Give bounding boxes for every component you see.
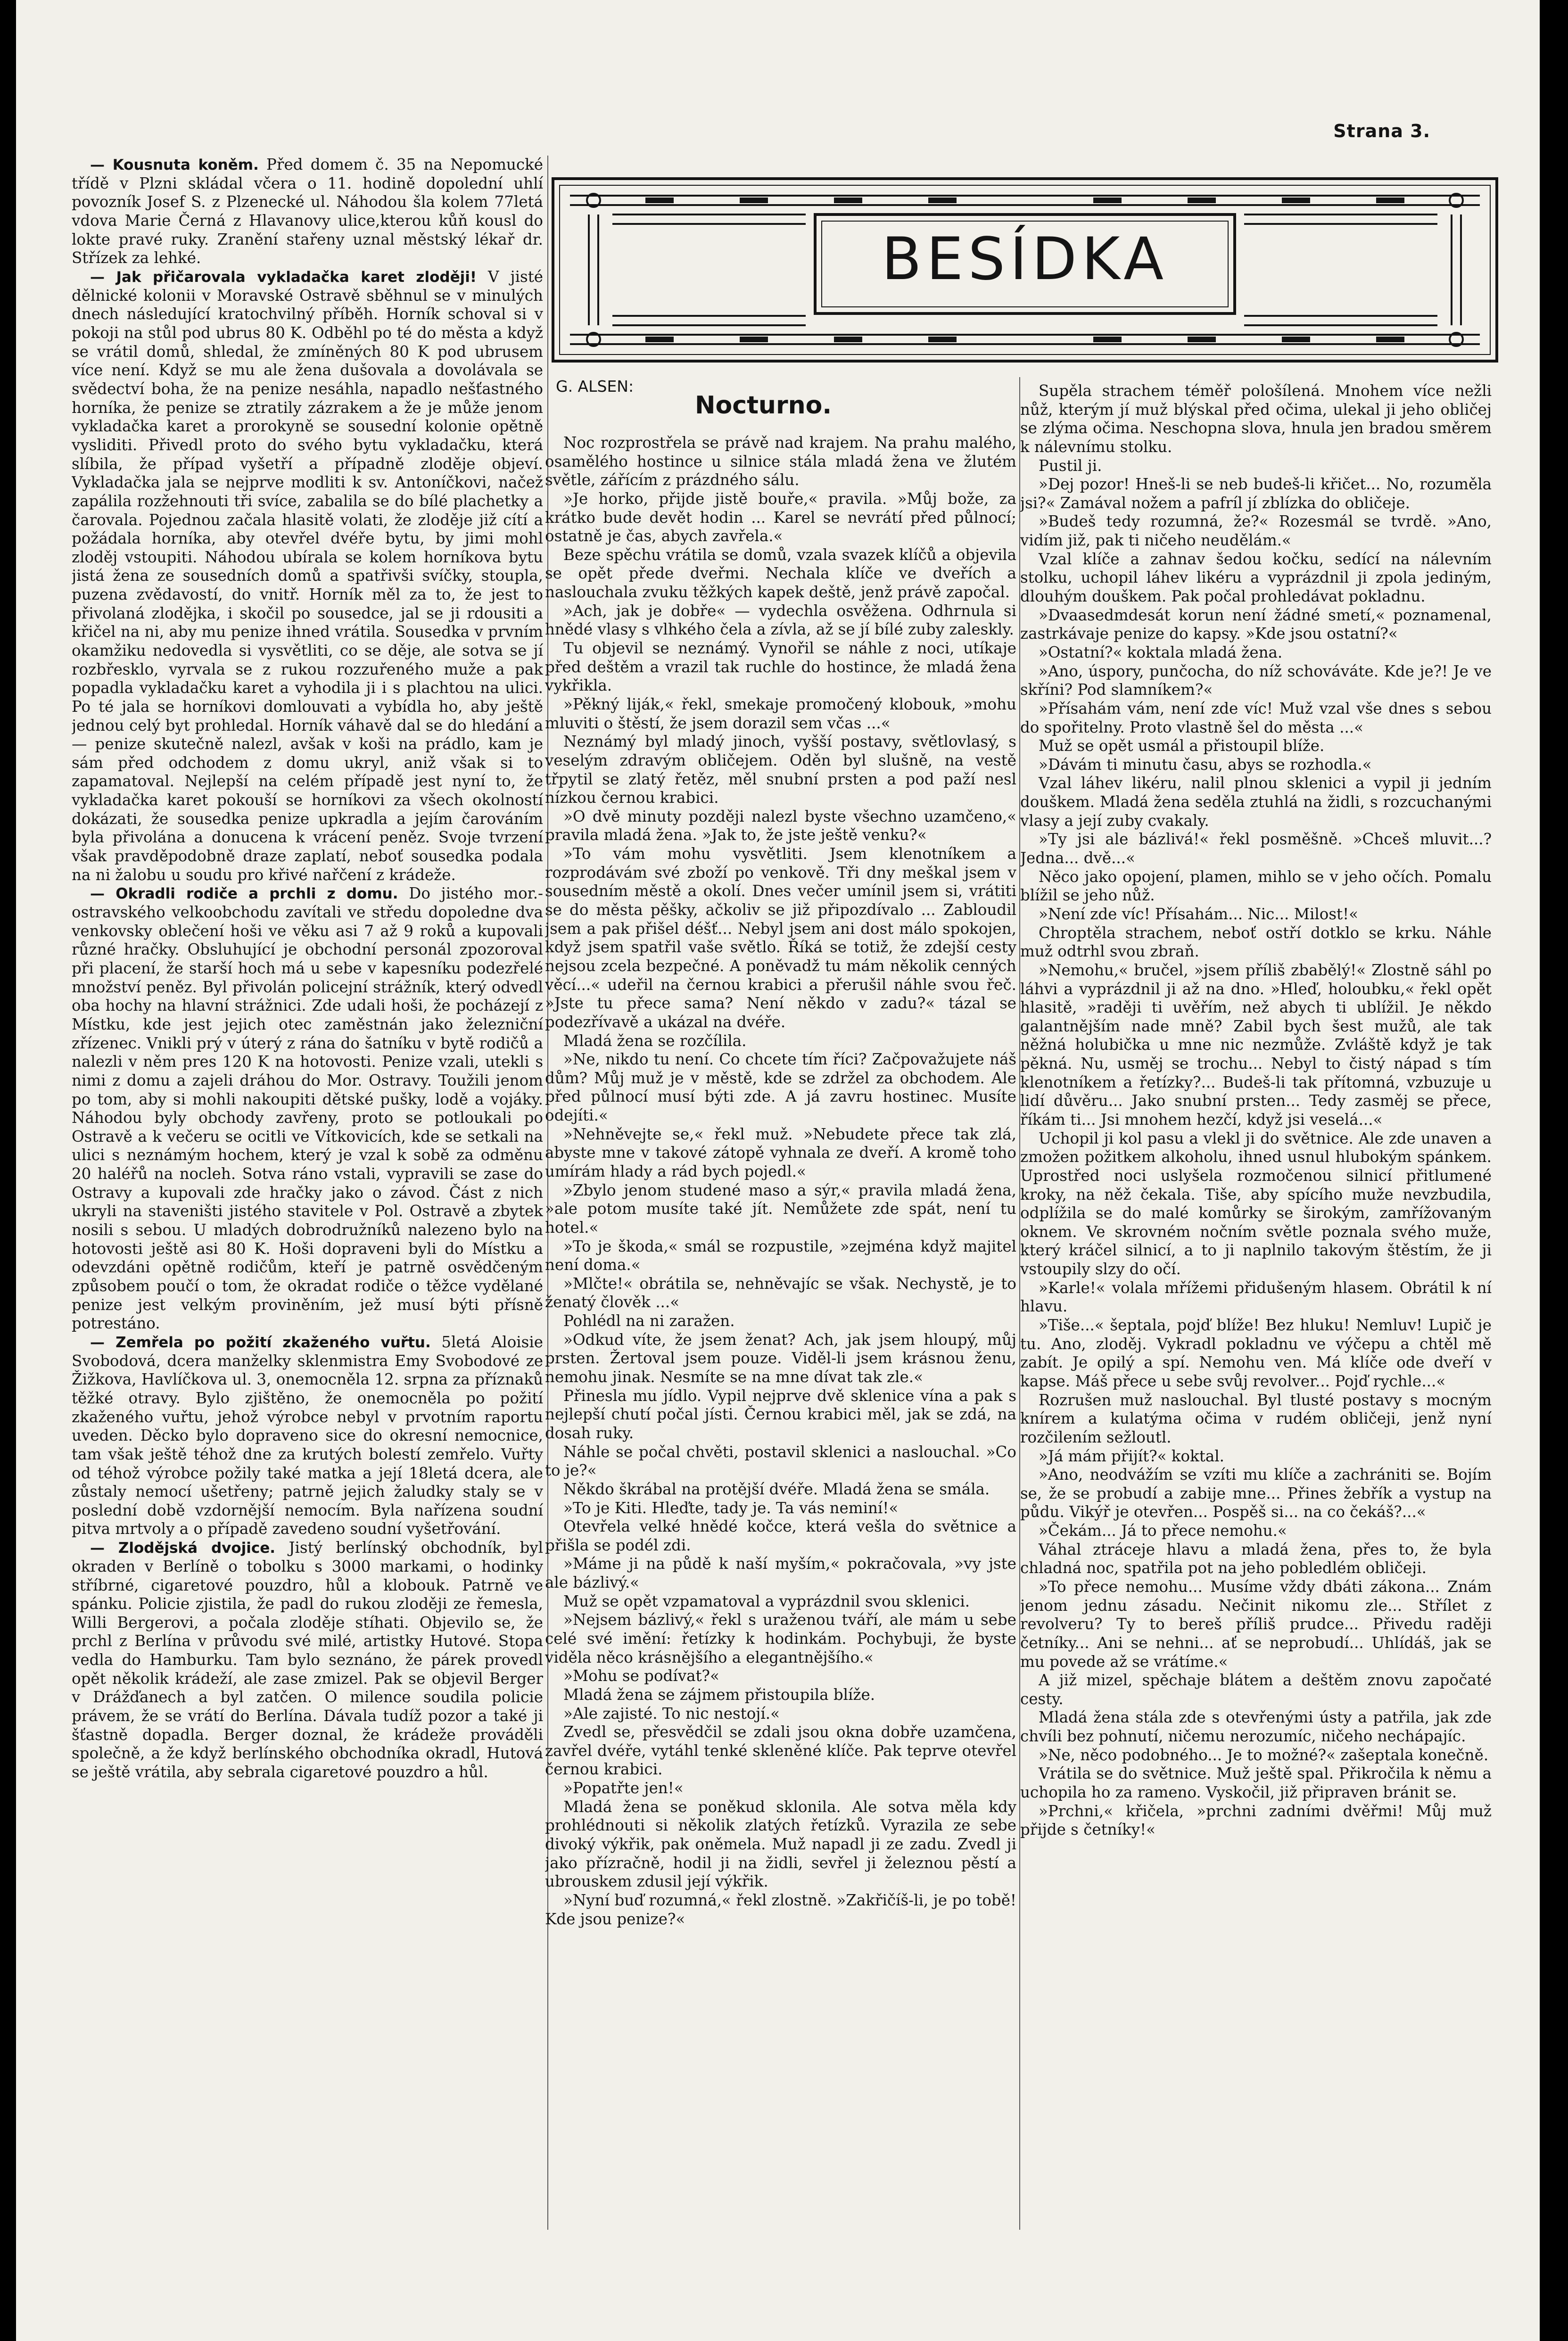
story-paragraph: Vzal klíče a zahnav šedou kočku, sedící na nálevním stolku, uchopil láhev likéru a vyprázdnil ji zpola jediným, dlouhým douškem. Pak počal prohledávat pokladnu. xyxy=(1020,550,1492,606)
story-paragraph: »Dávám ti minutu času, abys se rozhodla.« xyxy=(1039,755,1372,774)
news-headline: — Zemřela po požití zkaženého vuřtu. xyxy=(90,1334,431,1351)
story-paragraph: »Ostatní?« koktala mladá žena. xyxy=(1039,643,1283,661)
story-author: G. ALSEN: xyxy=(556,377,634,396)
story-paragraph: Vrátila se do světnice. Muž ještě spal. Přikročila k němu a uchopila ho za rameno. Vyskočil, již připraven bránit se. xyxy=(1020,1764,1492,1802)
news-text: Do jistého mor.-ostravského velkoobchodu zavítali ve středu dopoledne dva venkovsky oblečení hoši ve věku asi 7 až 9 roků a kupovali různé hračky. Obsluhující je obchodní personál zpozoroval při placení, že starší hoch má u sebe v kapesníku podezřelé množství peněz. Byl přivolán policejní strážník, který odvedl oba hochy na hlavní strážnici. Zde udali hoši, že pocházejí z Místku, kde jest jejich otec zaměstnán jako železniční zřízenec. Vnikli prý v úterý z rána do šatníku v bytě rodičů a nalezli v něm pres 120 K na hotovosti. Penize vzali, utekli s nimi z domu a zajeli dráhou do Mor. Ostravy. Toužili jenom po tom, aby si mohli nakoupiti dětské pušky, lodě a vojáky. Náhodou byly obchody zavřeny, proto se potloukali po Ostravě a k večeru se ocitli ve Vítkovicích, kde se setkali na ulici s neznámým hochem, který je vzal k sobě za odměnu 20 haléřů na nocleh. Sotva ráno vstali, vypravili se zase do Ostravy a kupovali zde hračky jako o závod. Část z nich ukryli na staveništi jistého stavitele v Pol. Ostravě a zbytek nosili s sebou. U mladých dobrodružníků nalezeno bylo na hotovosti ještě asi 80 K. Hoši dopraveni byli do Místku a odevzdáni opětně rodičům, kteří je patrně osvědčeným způsobem poučí o tom, že okradat rodiče o těžce vydělané penize jest velkým proviněním, jež musí býti přísně potrestáno. xyxy=(72,884,543,1333)
story-paragraph: »Mohu se podívat?« xyxy=(563,1667,719,1685)
news-item xyxy=(72,156,543,268)
story-paragraph: Mladá žena se zájmem přistoupila blíže. xyxy=(563,1685,875,1704)
story-column-continued xyxy=(1020,382,1492,2230)
story-paragraph: »Ano, úspory, punčocha, do níž schováváte. Kde je?! Je ve skříni? Pod slamníkem?« xyxy=(1020,662,1492,699)
story-paragraph: »Nejsem bázlivý,« řekl s uraženou tváří, ale mám u sebe celé své imění: řetízky k hodinkám. Pochybuji, že byste viděla něco krásnějšího a elegantnějšího.« xyxy=(545,1611,1016,1666)
news-item xyxy=(72,1539,543,1782)
news-headline: — Kousnuta koněm. xyxy=(90,157,259,173)
story-paragraph: »Dej pozor! Hneš-li se neb budeš-li křičet... No, rozuměla jsi?« Zamával nožem a pafríl jí zblízka do obličeje. xyxy=(1020,475,1492,512)
story-paragraph: »Ale zajisté. To nic nestojí.« xyxy=(563,1704,780,1723)
story-paragraph: A již mizel, spěchaje blátem a deštěm znovu započaté cesty. xyxy=(1020,1671,1492,1708)
story-paragraph: »Nyní buď rozumná,« řekl zlostně. »Zakřičíš-li, je po tobě! Kde jsou penize?« xyxy=(545,1891,1016,1928)
section-title: BESÍDKA xyxy=(881,225,1169,293)
story-paragraph: Muž se opět usmál a přistoupil blíže. xyxy=(1039,737,1325,755)
story-paragraph: »Přísahám vám, není zde víc! Muž vzal vše dnes s sebou do spořitelny. Proto vlastně šel do města ...« xyxy=(1020,699,1492,736)
story-paragraph: »Ne, nikdo tu není. Co chcete tím říci? Začpovažujete náš dům? Můj muž je v městě, kde se zdržel za obchodem. Ale před půlnocí musí býti zde. A já zavru hostinec. Musíte odejíti.« xyxy=(545,1050,1016,1125)
story-paragraph: »Zbylo jenom studené maso a sýr,« pravila mladá žena, »ale potom musíte také jít. Nemůžete zde spát, není tu hotel.« xyxy=(545,1181,1016,1236)
story-paragraph: »Karle!« volala mřížemi přidušeným hlasem. Obrátil k ní hlavu. xyxy=(1020,1278,1492,1316)
story-paragraph: »Ty jsi ale bázlivá!« řekl posměšně. »Chceš mluvit...? Jedna... dvě...« xyxy=(1020,830,1492,867)
story-paragraph: Mladá žena stála zde s otevřenými ústy a patřila, jak zde chvíli bez pohnutí, ničemu nerozumíc, ničeho nechápajíc. xyxy=(1020,1708,1492,1746)
story-paragraph: Uchopil ji kol pasu a vlekl ji do světnice. Ale zde unaven a zmožen požitkem alkoholu, ihned usnul hlubokým spánkem. Uprostřed noci uslyšela rozmočenou silnicí přitlumené kroky, na něž čekala. Tiše, aby spícího muže nevzbudila, odplížila se do malé komůrky se širokým, zamřížovaným oknem. Ve skrovném nočním světle poznala svého muže, který kráčel silnicí, a to ji naplnilo takovým štěstím, že ji vstoupily slzy do očí. xyxy=(1020,1129,1492,1278)
news-text: V jisté dělnické kolonii v Moravské Ostravě sběhnul se v minulých dnech následující kratochvilný příběh. Horník schoval si v pokoji na stůl pod ubrus 80 K. Odběhl po té do města a když se vrátil domů, shledal, že zmíněných 80 K pod ubrusem více není. Když se mu ale žena dušovala a dovolávala se svědectví boha, že na penize nesáhla, napadlo nešťastného horníka, že penize se ztratily zázrakem a že je může jenom vykladačka karet a prorokyně se sousední kolonie opětně vysliditi. Přivedl proto do svého bytu vykladačku, která slíbila, že případ vyšetří a případně zloděje objeví. Vykladačka jala se nejprve modliti k sv. Antoníčkovi, načež zapálila rozžehnouti tři svíce, zabalila se do bílé plachetky a čarovala. Pojednou začala hlasitě volati, že zloděje již cítí a požádala horníka, aby otevřel dvéře bytu, by jimi mohl zloděj vstoupiti. Náhodou ubírala se kolem horníkova bytu jistá žena ze sousedních domů a spatřivši svíčky, stoupla, puzena zvědavostí, do vnitř. Horník měl za to, že jest to přivolaná zlodějka, i skočil po sousedce, jal se ji rdousiti a křičel na ni, aby mu penize ihned vrátila. Sousedka v prvním okamžiku nedovedla si vysvětliti, co se děje, ale sotva se jí rozbřesklo, vyrvala se z rukou rozzuřeného muže a pak popadla vykladačku karet a vyhodila ji i s plachtou na ulici. Po té jala se horníkovi domlouvati a vybídla ho, aby ještě jednou celý byt prohledal. Horník váhavě dal se do hledání a — penize skutečně nalezl, avšak v koši na prádlo, kam je sám před odchodem z domu ukryl, aniž však si to zapamatoval. Nejlepší na celém případě jest nyní to, že vykladačka karet pokouší se horníkovi za všech okolností dokázati, že sousedka penize upkradla a jejím čarováním byla přivolána a donucena k vrácení peněz. Svoje tvrzení však pravděpodobně draze zaplatí, neboť sousedka podala na ni žalobu u soudu pro křivé nařčení z krádeže. xyxy=(72,268,543,884)
story-paragraph: Mladá žena se poněkud sklonila. Ale sotva měla kdy prohlédnouti si několik zlatých řetízků. Vyrazila ze sebe divoký výkřik, pak oněmela. Muž napadl ji ze zadu. Zvedl ji jako přízračně, hodil ji na židli, sevřel ji železnou pěstí a ubrouskem zdusil její výkřik. xyxy=(545,1797,1016,1891)
story-paragraph: Chroptěla strachem, neboť ostří dotklo se krku. Náhle muž odtrhl svou zbraň. xyxy=(1020,923,1492,961)
page-number: Strana 3. xyxy=(1333,121,1430,141)
story-paragraph: Váhal ztráceje hlavu a mladá žena, přes to, že byla chladná noc, spatřila pot na jeho pobledlém obličeji. xyxy=(1020,1540,1492,1577)
news-text: Jistý berlínský obchodník, byl okraden v Berlíně o tobolku s 3000 markami, o hodinky stříbrné, cigaretové pouzdro, hůl a klobouk. Patrně ve spánku. Policie zjistila, že padl do rukou zloději ze řemesla, Willi Bergerovi, a počala zloděje stíhati. Objevilo se, že prchl z Berlína v průvodu své milé, artistky Hutové. Stopa vedla do Hamburku. Tam bylo seznáno, že párek provedl opět několik krádeží, ale zase zmizel. Pak se objevil Berger v Drážďanech a byl zatčen. O milence soudila policie právem, že se vrátí do Berlína. Dávala tudíž pozor a také ji šťastně dopadla. Berger doznal, že krádeže prováděli společně, a že když berlínského obchodníka okradl, Hutová se ještě vrátila, aby sebrala cigaretové pouzdro a hůl. xyxy=(72,1539,543,1781)
story-paragraph: »To je Kiti. Hleďte, tady je. Ta vás neminí!« xyxy=(563,1499,899,1517)
news-headline: — Zlodějská dvojice. xyxy=(90,1540,276,1557)
story-title: Nocturno. xyxy=(695,391,832,420)
story-paragraph: Rozrušen muž naslouchal. Byl tlusté postavy s mocným knírem a kulatýma očima v rudém obličeji, jenž nyní rozčilením sežloutl. xyxy=(1020,1391,1492,1446)
story-paragraph: »Dvaasedmdesát korun není žádné smetí,« poznamenal, zastrkávaje penize do kapsy. »Kde jsou ostatní?« xyxy=(1020,606,1492,643)
news-item xyxy=(72,1333,543,1539)
story-paragraph: »O dvě minuty později nalezl byste všechno uzamčeno,« pravila mladá žena. »Jak to, že jste ještě venku?« xyxy=(545,807,1016,844)
story-paragraph: »Není zde víc! Přísahám... Nic... Milost!« xyxy=(1039,905,1359,923)
story-paragraph: »Čekám... Já to přece nemohu.« xyxy=(1039,1522,1287,1540)
story-paragraph: »To vám mohu vysvětliti. Jsem klenotníkem a rozprodávám své zboží po venkově. Tři dny meškal jsem v sousedním městě a okolí. Dnes večer umínil jsem si, vrátiti se do města pěšky, ačkoliv se již připozdívalo ... Zabloudil jsem a pak přišel déšť... Nebyl jsem ani dost málo spokojen, když jsem spatřil vaše světlo. Říká se totiž, že zdejší cesty nejsou zcela bezpečné. A poněvadž tu mám několik cenných věcí...« udeřil na černou krabici a přerušil náhle svou řeč. »Jste tu přece sama? Není někdo v zadu?« tázal se podezřívavě a ukázal na dvéře. xyxy=(545,845,1016,1031)
story-paragraph: »Nehněvejte se,« řekl muž. »Nebudete přece tak zlá, abyste mne v takové zátopě vyhnala ze dveří. A kromě toho umírám hlady a rád bych pojedl.« xyxy=(545,1125,1016,1180)
news-column xyxy=(72,156,543,2211)
story-paragraph: Noc rozprostřela se právě nad krajem. Na prahu malého, osamělého hostince u silnice stála mladá žena ve žlutém světle, zářícím z prázdného sálu. xyxy=(545,434,1016,489)
news-headline: — Okradli rodiče a prchli z domu. xyxy=(90,885,398,903)
story-paragraph: »Mlčte!« obrátila se, nehněvajíc se však. Nechystě, je to ženatý člověk ...« xyxy=(545,1274,1016,1311)
story-paragraph: Beze spěchu vrátila se domů, vzala svazek klíčů a objevila se opět přede dveřmi. Nechala klíče ve dveřích a naslouchala zvuku těžkých kapek deště, jenž právě započal. xyxy=(545,545,1016,602)
story-paragraph: »Máme ji na půdě k naší myším,« pokračovala, »vy jste ale bázlivý.« xyxy=(545,1555,1016,1592)
story-paragraph: Otevřela velké hnědé kočce, která vešla do světnice a přišla se podél zdi. xyxy=(545,1517,1016,1554)
story-paragraph: »Ne, něco podobného... Je to možné?« zašeptala konečně. xyxy=(1039,1746,1489,1764)
story-paragraph: »Je horko, přijde jistě bouře,« pravila. »Můj bože, za krátko bude devět hodin ... Karel se nevrátí před půlnocí; ostatně je čas, abych zavřela.« xyxy=(545,489,1016,545)
story-paragraph: »Ach, jak je dobře« — vydechla osvěžena. Odhrnula si hnědé vlasy s vlhkého čela a zívla, až se jí bílé zuby zaleskly. xyxy=(545,602,1016,639)
story-paragraph: »Já mám přijít?« koktal. xyxy=(1039,1447,1224,1465)
story-paragraph: Něco jako opojení, plamen, mihlo se v jeho očích. Pomalu blížil se jeho nůž. xyxy=(1020,867,1492,905)
story-paragraph: Muž se opět vzpamatoval a vyprázdnil svou sklenici. xyxy=(563,1592,970,1610)
story-paragraph: Mladá žena se rozčílila. xyxy=(563,1031,747,1050)
story-paragraph: Vzal láhev likéru, nalil plnou sklenici a vypil ji jedním douškem. Mladá žena seděla ztuhlá na židli, s rozcuchanými vlasy a její zuby cvakaly. xyxy=(1020,774,1492,830)
news-item xyxy=(72,268,543,884)
story-paragraph: »Ano, neodvážím se vzíti mu klíče a zachrániti se. Bojím se, že se probudí a zabije mne... Přines žebřík a vystup na půdu. Vikýř je otevřen... Pospěš si... na co čekáš?...« xyxy=(1020,1466,1492,1521)
story-paragraph: Náhle se počal chvěti, postavil sklenici a naslouchal. »Co to je?« xyxy=(545,1443,1016,1480)
story-paragraph: »To je škoda,« smál se rozpustile, »zejména když majitel není doma.« xyxy=(545,1237,1016,1274)
story-paragraph: Někdo škrábal na protější dvéře. Mladá žena se smála. xyxy=(563,1480,990,1498)
story-paragraph: »Odkud víte, že jsem ženat? Ach, jak jsem hloupý, můj prsten. Žertoval jsem pouze. Viděl-li jsem krásnou ženu, nemohu jinak. Nesmíte se na mne dívat tak zle.« xyxy=(545,1330,1016,1386)
story-paragraph: »Popatřte jen!« xyxy=(563,1779,684,1797)
story-paragraph: Supěla strachem téměř pološílená. Mnohem více nežli nůž, kterým jí muž blýskal před očima, ulekal ji jeho obličej se zlýma očima. Neschopna slova, hnula jen bradou směrem k nálevnímu stolku. xyxy=(1020,382,1492,456)
story-paragraph: Pohlédl na ni zaražen. xyxy=(563,1312,735,1330)
story-paragraph: »Nemohu,« bručel, »jsem příliš zbabělý!« Zlostně sáhl po láhvi a vyprázdnil ji až na dno. »Hleď, holoubku,« řekl opět hlasitě, »raději ti uvěřím, než abych ti ublížil. Je někdo galantnějším nade mně? Zabil bych šest mužů, ale tak něžná holubička u mne nic nezmůže. Zvláště když je tak pěkná. Nu, usměj se trochu... Nebyl to čistý nápad s tím klenotníkem a řetízky?... Budeš-li tak přítomná, vzbuzuje u lidí důvěru... Jako snubní prsten... Tedy zasměj se přece, říkám ti... Jsi mnohem hezčí, když jsi veselá...« xyxy=(1020,961,1492,1129)
newspaper-page xyxy=(16,0,1540,2341)
news-headline: — Jak přičarovala vykladačka karet zloději! xyxy=(90,269,477,286)
story-column xyxy=(545,434,1016,2244)
story-paragraph: Pustil ji. xyxy=(1039,456,1102,475)
story-paragraph: »To přece nemohu... Musíme vždy dbáti zákona... Znám jenom jednu zásadu. Nečinit nikomu zle... Střílet z revolveru? Ty to bereš příliš prudce... Přivedu raději četníky... Ani se nehni... ať se neprobudí... Uhlídáš, jak se mu povede až se vrátíme.« xyxy=(1020,1578,1492,1671)
news-text: 5letá Aloisie Svobodová, dcera manželky sklenmistra Emy Svobodové ze Žižkova, Havlíčkova ul. 3, onemocněla 12. srpna za příznaků těžké otravy. Bylo zjištěno, že onemocněla po požití zkaženého vuřtu, jehož výrobce nebyl v prvotním raportu uveden. Děcko bylo dopraveno sice do okresní nemocnice, tam však ještě téhož dne za krutých bolestí zemřelo. Vuřty od téhož výrobce požily také matka a její 18letá dcera, ale zůstaly nemocí ušetřeny; patrně jejich žaludky staly se v poslední době vzdornější nemocím. Byla nařízena soudní pitva mrtvoly a o případě zavedeno soudní vyšetřování. xyxy=(72,1333,543,1538)
story-paragraph: »Budeš tedy rozumná, že?« Rozesmál se tvrdě. »Ano, vidím již, pak ti ničeho neudělám.« xyxy=(1020,512,1492,550)
story-paragraph: Přinesla mu jídlo. Vypil nejprve dvě sklenice vína a pak s nejlepší chutí počal jísti. Černou krabici měl, jak se zdá, na dosah ruky. xyxy=(545,1386,1016,1442)
story-paragraph: »Tiše...« šeptala, pojď blíže! Bez hluku! Nemluv! Lupič je tu. Ano, zloděj. Vykradl pokladnu ve výčepu a chtěl mě zabít. Je opilý a spí. Nemohu ven. Má klíče ode dveří v kapse. Máš přece u sebe svůj revolver... Pojď rychle...« xyxy=(1020,1316,1492,1390)
news-item xyxy=(72,884,543,1333)
story-paragraph: Neznámý byl mladý jinoch, vyšší postavy, světlovlasý, s veselým zdravým obličejem. Oděn byl slušně, na vestě třpytil se zlatý řetěz, měl snubní prsten a pod paží nesl nízkou černou krabici. xyxy=(545,733,1016,807)
story-paragraph: »Pěkný liják,« řekl, smekaje promočený klobouk, »mohu mluviti o štěstí, že jsem dorazil sem včas ...« xyxy=(545,695,1016,732)
news-text: Před domem č. 35 na Nepomucké třídě v Plzni skládal včera o 11. hodině dopolední uhlí povozník Josef S. z Plzenecké ul. Náhodou šla kolem 77letá vdova Marie Černá z Hlavanovy ulice,kterou kůň kousl do lokte pravé ruky. Zranění stařeny uznal městský lékař dr. Střízek za lehké. xyxy=(72,156,543,267)
story-paragraph: Zvedl se, přesvědčil se zdali jsou okna dobře uzamčena, zavřel dvéře, vytáhl tenké skleněné klíče. Pak teprve otevřel černou krabici. xyxy=(545,1723,1016,1779)
story-paragraph: Tu objevil se neznámý. Vynořil se náhle z noci, utíkaje před deštěm a vrazil tak ruchle do hostince, že mladá žena vykřikla. xyxy=(545,639,1016,695)
feuilleton-banner xyxy=(551,177,1499,363)
story-paragraph: »Prchni,« křičela, »prchni zadními dvěřmi! Můj muž přijde s četníky!« xyxy=(1020,1802,1492,1839)
